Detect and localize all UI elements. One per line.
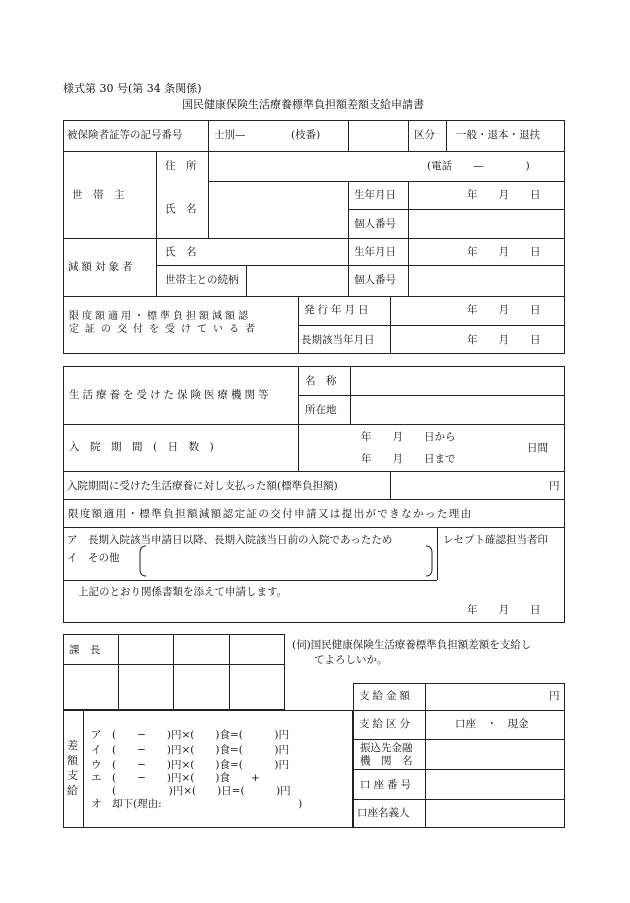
calc-line-e: エ ( − )円×( )食 + — [91, 772, 260, 784]
reason-option-i: イ その他 — [67, 552, 120, 564]
target-personal-number-label: 個人番号 — [354, 274, 396, 286]
target-name-label: 氏 名 — [165, 246, 197, 258]
bank-name-label-line2: 機 関 名 — [360, 755, 413, 767]
target-birth-date-label: 生年月日 — [354, 246, 396, 258]
payment-type-label: 支給区分 — [359, 718, 413, 730]
insured-number-label: 被保険者証等の記号番号 — [67, 129, 183, 141]
approval-request-line1: (伺)国民健康保険生活療養標準負担額差額を支給し — [292, 639, 532, 651]
limit-cert-label-line1: 限度額適用・標準負担額減額認 — [69, 311, 251, 322]
chief-label: 課 長 — [69, 644, 101, 656]
reduction-target-label: 減額対象者 — [68, 261, 136, 273]
admission-days: 日間 — [527, 442, 548, 454]
birth-date-label: 生年月日 — [354, 189, 396, 201]
reason-other-bracket — [138, 545, 434, 577]
diff-label-char-1: 差 — [67, 739, 78, 752]
reason-title: 限度額適用・標準負担額減額認定証の交付申請又は提出ができなかった理由 — [68, 508, 473, 520]
address-label: 住 所 — [165, 160, 197, 172]
form-number: 様式第 30 号(第 34 条関係) — [63, 82, 202, 95]
issue-date-placeholder: 年 月 日 — [467, 304, 541, 316]
admission-to: 年 月 日まで — [361, 453, 456, 465]
household-head-label: 世 帯 主 — [72, 189, 125, 201]
diff-label-char-2: 額 — [67, 754, 78, 767]
institution-label: 生活療養を受けた保険医療機関等 — [69, 389, 272, 401]
page-title: 国民健康保険生活療養標準負担額差額支給申請書 — [182, 98, 424, 111]
payment-amount-yen: 円 — [549, 690, 560, 702]
calc-line-o-rejection: オ 却下(理由: ) — [91, 798, 303, 810]
insured-number-prefix: 士別— — [214, 129, 246, 141]
payment-type-options: 口座 ・ 現金 — [455, 718, 529, 730]
calc-line-e-days: ( )円×( )日=( )円 — [91, 785, 291, 797]
receipt-check-label: レセプト確認担当者印 — [443, 534, 548, 546]
name-label: 氏 名 — [165, 203, 197, 215]
calc-line-i: イ ( − )円×( )食=( )円 — [91, 744, 289, 756]
long-term-date-label: 長期該当年月日 — [301, 334, 375, 346]
category-options: 一般・退本・退扶 — [456, 129, 540, 141]
relation-label: 世帯主との続柄 — [165, 274, 239, 286]
admission-from: 年 月 日から — [361, 431, 456, 443]
category-label: 区分 — [414, 129, 435, 141]
application-statement: 上記のとおり関係書類を添えて申請します。 — [78, 586, 288, 598]
reason-option-a: ア 長期入院該当申請日以降、長期入院該当日前の入院であったため — [67, 534, 393, 546]
target-birth-date-placeholder: 年 月 日 — [467, 246, 541, 258]
payment-amount-label: 支給金額 — [359, 690, 413, 702]
long-term-date-placeholder: 年 月 日 — [467, 334, 541, 346]
limit-cert-label-line2: 定証の交付を受けている者 — [69, 324, 261, 335]
phone-label: (電話 — ) — [427, 160, 530, 172]
institution-location-label: 所在地 — [305, 404, 337, 416]
account-number-label: 口座番号 — [360, 779, 414, 791]
bank-name-label-line1: 振込先金融 — [360, 742, 413, 754]
calc-line-a: ア ( − )円×( )食=( )円 — [91, 729, 289, 741]
admission-period-label: 入 院 期 間 ( 日 数 ) — [69, 441, 214, 453]
issue-date-label: 発行年月日 — [304, 304, 372, 316]
personal-number-label: 個人番号 — [354, 218, 396, 230]
paid-amount-label: 入院期間に受けた生活療養に対し支払った額(標準負担額) — [67, 480, 338, 492]
institution-name-label: 名 称 — [305, 375, 337, 387]
application-date: 年 月 日 — [467, 604, 541, 616]
paid-amount-yen: 円 — [549, 480, 560, 492]
diff-label-char-3: 支 — [67, 769, 78, 782]
birth-date-placeholder: 年 月 日 — [467, 189, 541, 201]
diff-label-char-4: 給 — [67, 784, 78, 797]
branch-number-label: (枝番) — [291, 129, 321, 141]
approval-request-line2: てよろしいか。 — [314, 654, 388, 666]
account-holder-label: 口座名義人 — [357, 807, 410, 819]
calc-line-u: ウ ( − )円×( )食=( )円 — [91, 759, 289, 771]
